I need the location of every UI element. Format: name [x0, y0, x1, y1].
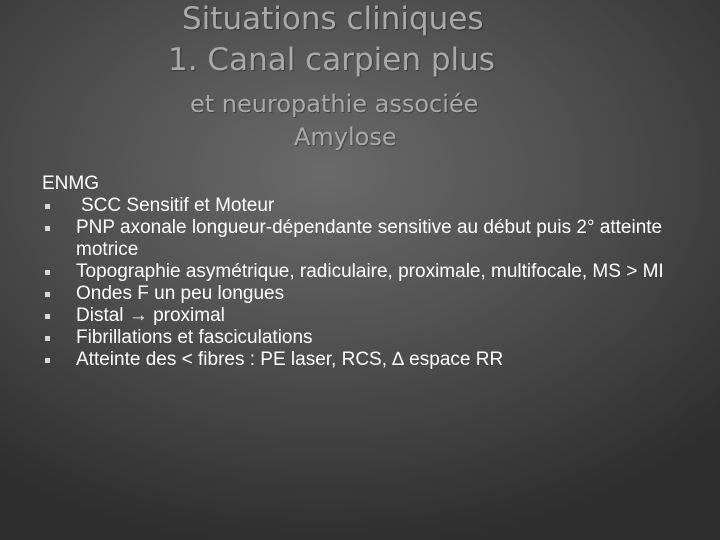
bullet-item — [42, 261, 702, 283]
small-square-bullet-icon — [45, 270, 50, 275]
bullet-item — [42, 305, 702, 327]
slide-body — [42, 173, 702, 371]
small-square-bullet-icon — [45, 292, 50, 297]
bullet-list — [42, 195, 702, 371]
bullet-text: Fibrillations et fasciculations — [76, 327, 313, 348]
bullet-text: Distal → proximal — [76, 305, 225, 326]
bullet-text: PNP axonale longueur-dépendante sensitive au début puis 2° atteinte motrice — [76, 217, 663, 260]
bullet-text: Ondes F un peu longues — [76, 283, 285, 304]
small-square-bullet-icon — [45, 314, 50, 319]
title-line-2: 1. Canal carpien plus — [168, 42, 495, 78]
bullet-item — [42, 283, 702, 305]
bullet-text: Atteinte des < fibres : PE laser, RCS, ∆ espace RR — [76, 349, 504, 370]
title-line-4: Amylose — [294, 123, 397, 151]
bullet-item — [42, 349, 702, 371]
small-square-bullet-icon — [45, 204, 50, 209]
bullet-item — [42, 327, 702, 349]
small-square-bullet-icon — [45, 336, 50, 341]
title-line-3: et neuropathie associée — [190, 90, 479, 118]
bullet-item — [42, 217, 702, 261]
bullet-text: Topographie asymétrique, radiculaire, proximale, multifocale, MS > MI — [76, 261, 664, 282]
small-square-bullet-icon — [45, 226, 50, 231]
bullet-text: SCC Sensitif et Moteur — [81, 195, 275, 216]
small-square-bullet-icon — [45, 358, 50, 363]
section-label: ENMG — [42, 173, 99, 194]
title-line-1: Situations cliniques — [182, 1, 484, 37]
bullet-item — [42, 195, 702, 217]
